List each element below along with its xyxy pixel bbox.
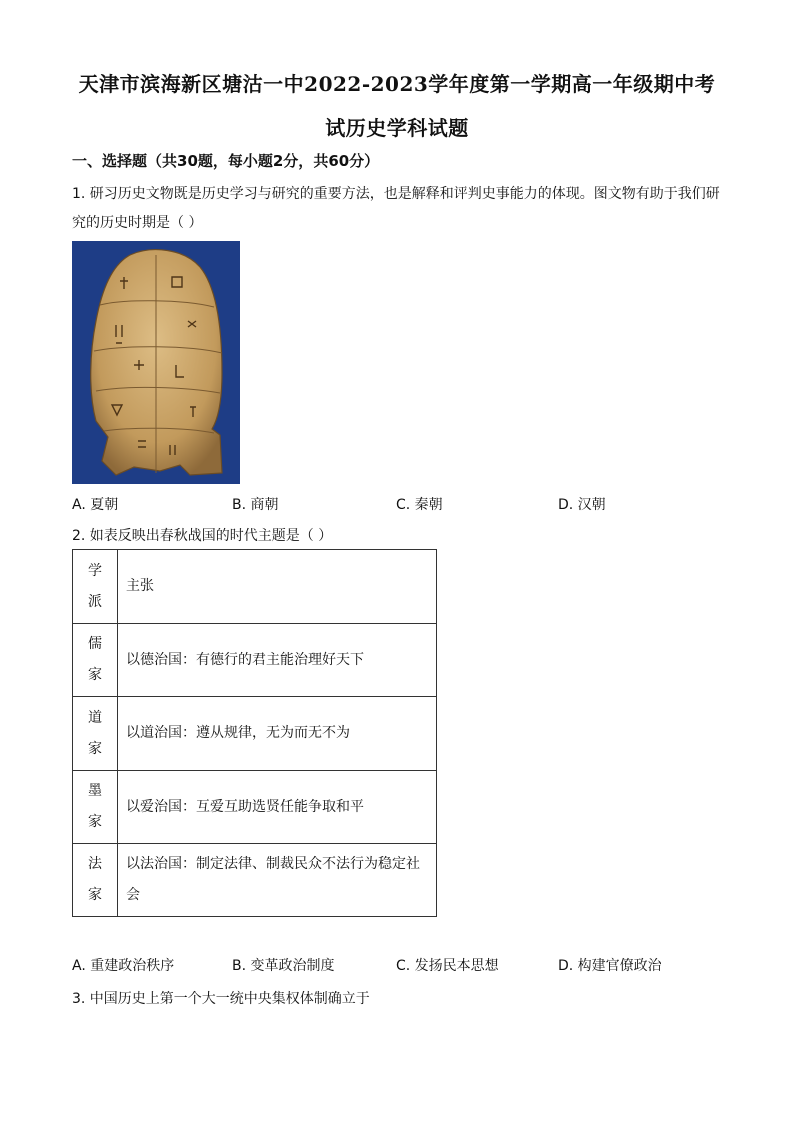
q1-option-c[interactable]: C. 秦朝 [396,497,443,513]
table-row [73,697,437,771]
header-school: 学派 [88,562,102,610]
school-claim: 以爱治国：互爱互助选贤任能争取和平 [118,771,437,844]
q1-stem-line2: 究的历史时期是（ ） [72,215,203,231]
table-header-row [73,550,437,624]
section-heading: 一、选择题（共30题，每小题2分，共60分） [72,152,380,170]
table-row [73,771,437,844]
q1-option-d[interactable]: D. 汉朝 [558,497,606,513]
q1-stem-line1: 1. 研习历史文物既是历史学习与研究的重要方法，也是解释和评判史事能力的体现。图文物有助于我们研 [72,186,720,202]
oracle-bone-shell-photo [72,241,240,484]
q2-option-c[interactable]: C. 发扬民本思想 [396,958,499,974]
school-name: 儒家 [88,636,102,683]
exam-title-line1: 天津市滨海新区塘沽一中2022-2023学年度第一学期高一年级期中考 [78,72,716,96]
q1-options [72,494,732,514]
school-claim: 以道治国：遵从规律，无为而无不为 [118,697,437,771]
q3-stem: 3. 中国历史上第一个大一统中央集权体制确立于 [72,991,370,1007]
school-claim: 以法治国：制定法律、制裁民众不法行为稳定社会 [118,844,437,917]
q2-options [72,955,732,975]
q1-option-a[interactable]: A. 夏朝 [72,497,119,513]
table-row [73,624,437,697]
exam-title-line2: 试历史学科试题 [325,116,469,140]
q2-option-a[interactable]: A. 重建政治秩序 [72,958,175,974]
q1-option-b[interactable]: B. 商朝 [232,497,279,513]
table-row [73,844,437,917]
q2-option-d[interactable]: D. 构建官僚政治 [558,958,662,974]
school-name: 法家 [88,856,102,903]
oracle-bone-shell-icon [72,241,240,484]
q2-stem: 2. 如表反映出春秋战国的时代主题是（ ） [72,528,333,544]
header-claim: 主张 [118,550,437,624]
q2-option-b[interactable]: B. 变革政治制度 [232,958,335,974]
school-claims-table [72,549,437,917]
school-name: 墨家 [88,783,102,830]
school-claim: 以德治国：有德行的君主能治理好天下 [118,624,437,697]
school-name: 道家 [88,709,102,757]
